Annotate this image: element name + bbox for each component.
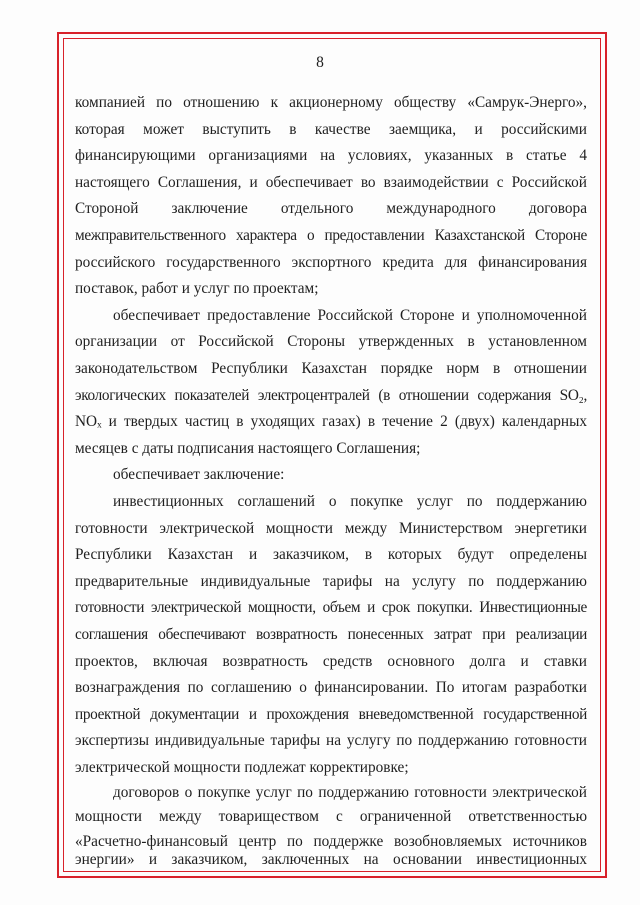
text-line: проектной документации и прохождения вневедомственной государственной xyxy=(75,705,587,723)
text-line: российского государственного экспортного кредита для финансирования xyxy=(75,253,587,271)
paragraph-start-line: инвестиционных соглашений о покупке услуг по поддержанию xyxy=(113,493,587,510)
text-line: электрической мощности подлежат корректировке; xyxy=(75,759,409,776)
text-line: экспертизы индивидуальные тарифы на услугу по поддержанию готовности xyxy=(75,732,587,750)
text-line: организации от Российской Стороны утвержденных в установленном xyxy=(75,333,587,351)
text-line: месяцев с даты подписания настоящего Соглашения; xyxy=(75,439,421,457)
text-line: настоящего Соглашения, и обеспечивает во взаимодействии с Российской xyxy=(75,173,587,191)
paragraph-start-line: обеспечивает предоставление Российской Стороне и уполномоченной xyxy=(113,306,587,324)
text-line: проектов, включая возвратность средств основного долга и ставки xyxy=(75,652,587,670)
text-line: поставок, работ и услуг по проектам; xyxy=(75,280,319,298)
text-line: финансирующими организациями на условиях, указанных в статье 4 xyxy=(75,147,587,165)
text-line: законодательством Республики Казахстан порядке норм в отношении xyxy=(75,360,587,377)
text-line: соглашения обеспечивают возвратность понесенных затрат при реализации xyxy=(75,626,587,643)
text-line: Республики Казахстан и заказчиком, в которых будут определены xyxy=(75,546,587,564)
paragraph-start-line: договоров о покупке услуг по поддержанию готовности электрической xyxy=(113,783,587,801)
text-line: энергии» и заказчиком, заключенных на основании инвестиционных xyxy=(75,851,587,868)
text-line: которая может выступить в качестве заемщика, и российскими xyxy=(75,120,587,138)
text-line: предварительные индивидуальные тарифы на услугу по поддержанию xyxy=(75,572,587,590)
text-line: «Расчетно-финансовый центр по поддержке возобновляемых источников xyxy=(75,832,587,850)
text-line: NOₓ и твердых частиц в уходящих газах) в течение 2 (двух) календарных xyxy=(75,413,587,431)
paragraph-start-line: обеспечивает заключение: xyxy=(113,466,285,484)
text-line: готовности электрической мощности между Министерством энергетики xyxy=(75,519,587,537)
text-line: мощности между товариществом с ограниченной ответственностью xyxy=(75,808,587,825)
page-number: 8 xyxy=(316,54,324,71)
text-line: компанией по отношению к акционерному обществу «Самрук-Энерго», xyxy=(75,94,587,111)
text-line: вознаграждения по соглашению о финансировании. По итогам разработки xyxy=(75,679,587,697)
text-line: межправительственного характера о предоставлении Казахстанской Стороне xyxy=(75,227,587,244)
text-line: готовности электрической мощности, объем и срок покупки. Инвестиционные xyxy=(75,599,587,617)
text-line: экологических показателей электроцентралей (в отношении содержания SO₂, xyxy=(75,386,587,404)
text-line: Стороной заключение отдельного международного договора xyxy=(75,200,587,218)
